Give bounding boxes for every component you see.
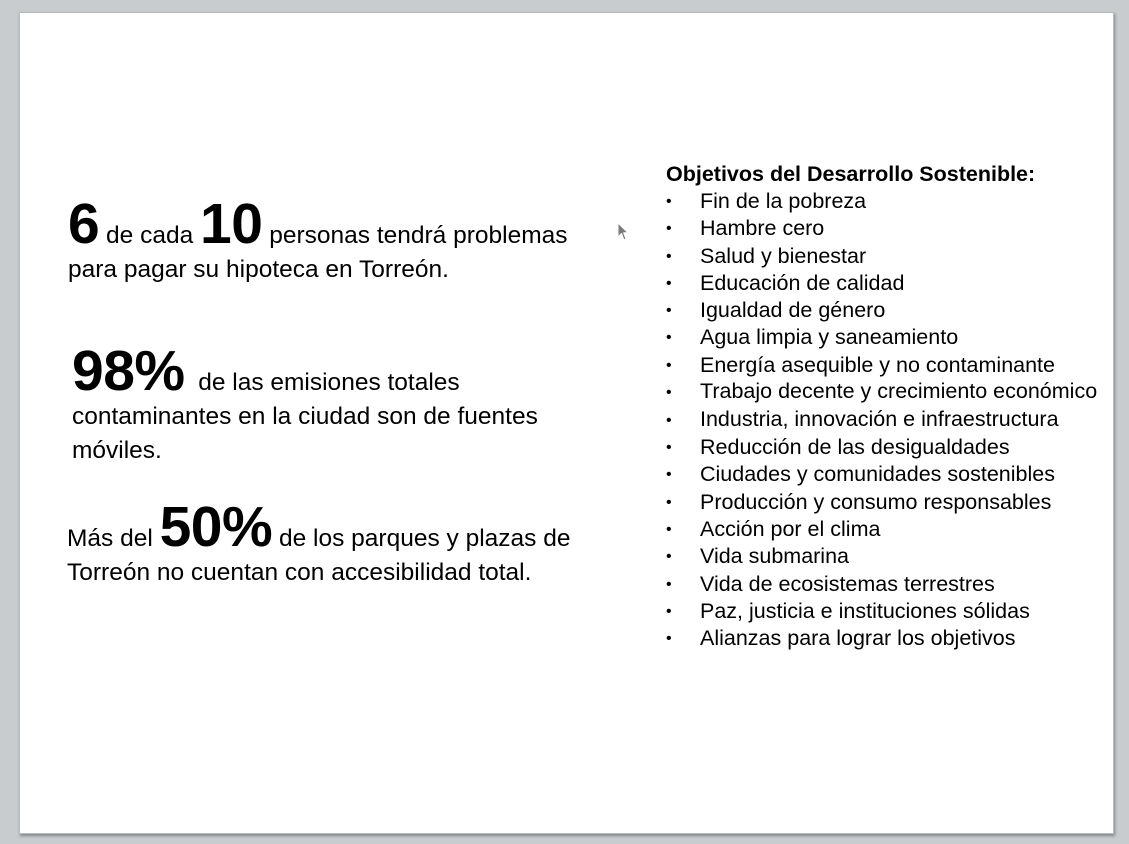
sdg-panel: [666, 161, 1106, 652]
sdg-item-text: Hambre cero: [700, 216, 825, 241]
sdg-item-text: Ciudades y comunidades sostenibles: [700, 462, 1055, 487]
bullet-icon: •: [666, 329, 672, 347]
sdg-item-text: Fin de la pobreza: [700, 189, 867, 213]
sdg-list-item: [666, 297, 1106, 324]
bullet-icon: •: [666, 630, 672, 648]
sdg-item-text: Alianzas para lograr los objetivos: [700, 626, 1016, 651]
bullet-icon: •: [666, 520, 672, 538]
bullet-icon: •: [666, 220, 672, 238]
bullet-icon: •: [666, 439, 672, 457]
stat-mortgage-number-6: 6: [68, 192, 100, 256]
sdg-title: Objetivos del Desarrollo Sostenible:: [666, 162, 1036, 186]
sdg-list-item: [666, 352, 1106, 379]
sdg-item-text: Trabajo decente y crecimiento económico: [700, 379, 1098, 404]
bullet-icon: •: [666, 356, 672, 374]
sdg-list-item: [666, 516, 1106, 543]
sdg-item-text: Educación de calidad: [700, 270, 905, 295]
mouse-cursor-icon: [617, 222, 629, 242]
sdg-list-item: [666, 543, 1106, 570]
stat-mortgage-number-10: 10: [200, 192, 263, 256]
sdg-item-text: Igualdad de género: [700, 298, 886, 323]
bullet-icon: •: [666, 384, 672, 402]
bullet-icon: •: [666, 493, 672, 511]
sdg-list-item: [666, 243, 1106, 270]
stat-parks: [67, 495, 607, 590]
stat-emissions-number: 98%: [72, 339, 185, 403]
stat-mortgage: [68, 192, 588, 287]
sdg-item-text: Industria, innovación e infraestructura: [700, 406, 1059, 431]
bullet-icon: •: [666, 575, 672, 593]
sdg-list-item: [666, 379, 1106, 407]
stat-mortgage-text: personas tendrá problemas para pagar su hipoteca en Torreón.: [68, 222, 568, 283]
sdg-item-text: Salud y bienestar: [700, 243, 867, 268]
stat-parks-text: de los parques y plazas de Torreón no cuentan con accesibilidad total.: [67, 525, 571, 586]
sdg-item-text: Producción y consumo responsables: [700, 489, 1052, 514]
sdg-item-text: Reducción de las desigualdades: [700, 435, 1010, 460]
stat-parks-prefix: Más del: [67, 525, 160, 552]
sdg-list-item: [666, 215, 1106, 242]
sdg-list-item: [666, 489, 1106, 516]
sdg-item-text: Vida de ecosistemas terrestres: [700, 571, 995, 596]
sdg-item-text: Acción por el clima: [700, 516, 881, 541]
sdg-list-item: [666, 571, 1106, 598]
bullet-icon: •: [666, 411, 672, 429]
sdg-list: [666, 188, 1106, 652]
sdg-list-item: [666, 324, 1106, 351]
stat-emissions: [72, 339, 612, 468]
sdg-item-text: Vida submarina: [700, 544, 849, 569]
sdg-list-item: [666, 434, 1106, 461]
sdg-item-text: Energía asequible y no contaminante: [700, 352, 1055, 377]
bullet-icon: •: [666, 466, 672, 484]
bullet-icon: •: [666, 548, 672, 566]
bullet-icon: •: [666, 302, 672, 320]
sdg-list-item: [666, 461, 1106, 488]
sdg-list-item: [666, 598, 1106, 625]
presentation-slide: [19, 12, 1114, 834]
bullet-icon: •: [666, 193, 672, 210]
stat-mortgage-connector: de cada: [99, 222, 201, 249]
sdg-item-text: Paz, justicia e instituciones sólidas: [700, 598, 1030, 623]
sdg-list-item: [666, 407, 1106, 435]
sdg-list-item: [666, 270, 1106, 297]
sdg-list-item: [666, 188, 1106, 215]
sdg-item-text: Agua limpia y saneamiento: [700, 325, 959, 350]
sdg-list-item: [666, 625, 1106, 652]
bullet-icon: •: [666, 274, 672, 292]
bullet-icon: •: [666, 602, 672, 620]
stat-parks-number: 50%: [159, 495, 273, 559]
bullet-icon: •: [666, 247, 672, 265]
stat-emissions-text: de las emisiones totales contaminantes en la ciudad son de fuentes móviles.: [72, 369, 545, 464]
